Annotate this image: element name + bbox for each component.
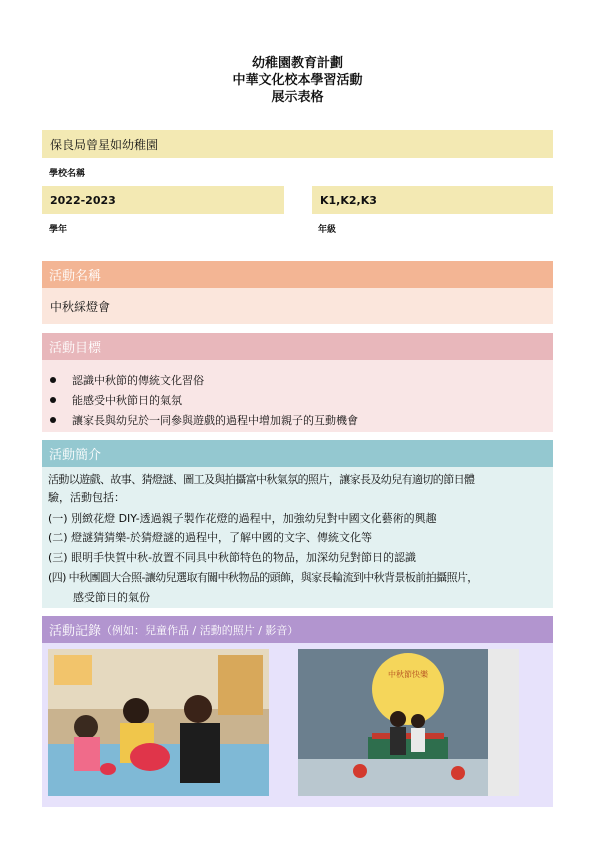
- intro-paragraph-line-1: 活動以遊戲、故事、猜燈謎、圖工及與拍攝富中秋氣氛的照片，讓家長及幼兒有適切的節日體: [48, 473, 475, 486]
- activity-name-heading: [42, 261, 553, 288]
- record-heading-text: 活動記錄: [49, 624, 102, 639]
- objective-text: 認識中秋節的傳統文化習俗: [72, 374, 204, 387]
- activity-photo-classroom: [48, 649, 269, 796]
- intro-body: [42, 467, 553, 608]
- activity-name-heading-text: 活動名稱: [49, 269, 102, 284]
- school-name-value: 保良局曾星如幼稚園: [50, 137, 159, 152]
- bullet-icon: [50, 397, 56, 403]
- intro-item-3: (三) 眼明手快賀中秋-放置不同具中秋節特色的物品，加深幼兒對節日的認識: [48, 551, 417, 564]
- intro-paragraph-line-2: 驗，活動包括：: [48, 491, 125, 504]
- header-line-3: 展示表格: [271, 90, 324, 105]
- record-heading: [42, 616, 553, 643]
- objectives-body: [42, 360, 553, 432]
- header-line-1: 幼稚園教育計劃: [251, 56, 343, 71]
- intro-heading-text: 活動簡介: [49, 448, 102, 463]
- intro-item-4-cont: 感受節日的氣份: [73, 591, 150, 604]
- intro-item-2: (二) 燈謎猜猜樂-於猜燈謎的過程中，了解中國的文字、傳統文化等: [48, 531, 373, 544]
- grade-label: 年級: [318, 225, 337, 235]
- activity-name-value: 中秋綵燈會: [50, 300, 111, 314]
- record-subheading: （例如：兒童作品 / 活動的照片 / 影音）: [101, 623, 299, 637]
- intro-heading: [42, 440, 553, 467]
- objectives-heading-text: 活動目標: [49, 341, 102, 356]
- grade-value: K1,K2,K3: [320, 193, 377, 207]
- year-label: 學年: [49, 225, 68, 235]
- objective-item: [50, 412, 358, 428]
- backdrop-text: 中秋節快樂: [388, 670, 428, 679]
- year-field: [42, 186, 284, 214]
- header-line-2: 中華文化校本學習活動: [232, 73, 363, 88]
- activity-name-body: [42, 288, 553, 324]
- intro-item-1: (一) 別緻花燈 DIY-透過親子製作花燈的過程中，加強幼兒對中國文化藝術的興趣: [48, 512, 437, 525]
- school-name-field: [42, 130, 553, 158]
- objective-text: 讓家長與幼兒於一同參與遊戲的過程中增加親子的互動機會: [72, 414, 358, 427]
- objectives-heading: [42, 333, 553, 360]
- grade-field: [312, 186, 553, 214]
- school-name-label: 學校名稱: [49, 169, 86, 179]
- bullet-icon: [50, 377, 56, 383]
- year-value: 2022-2023: [50, 193, 116, 207]
- intro-item-4: (四) 中秋團圓大合照-讓幼兒選取有關中秋物品的頭飾，與家長輪流到中秋背景板前拍攝照片，: [48, 571, 478, 584]
- objective-item: [50, 372, 204, 388]
- objective-text: 能感受中秋節日的氣氛: [72, 394, 182, 407]
- activity-photo-backdrop: [298, 649, 519, 796]
- bullet-icon: [50, 417, 56, 423]
- objective-item: [50, 392, 182, 408]
